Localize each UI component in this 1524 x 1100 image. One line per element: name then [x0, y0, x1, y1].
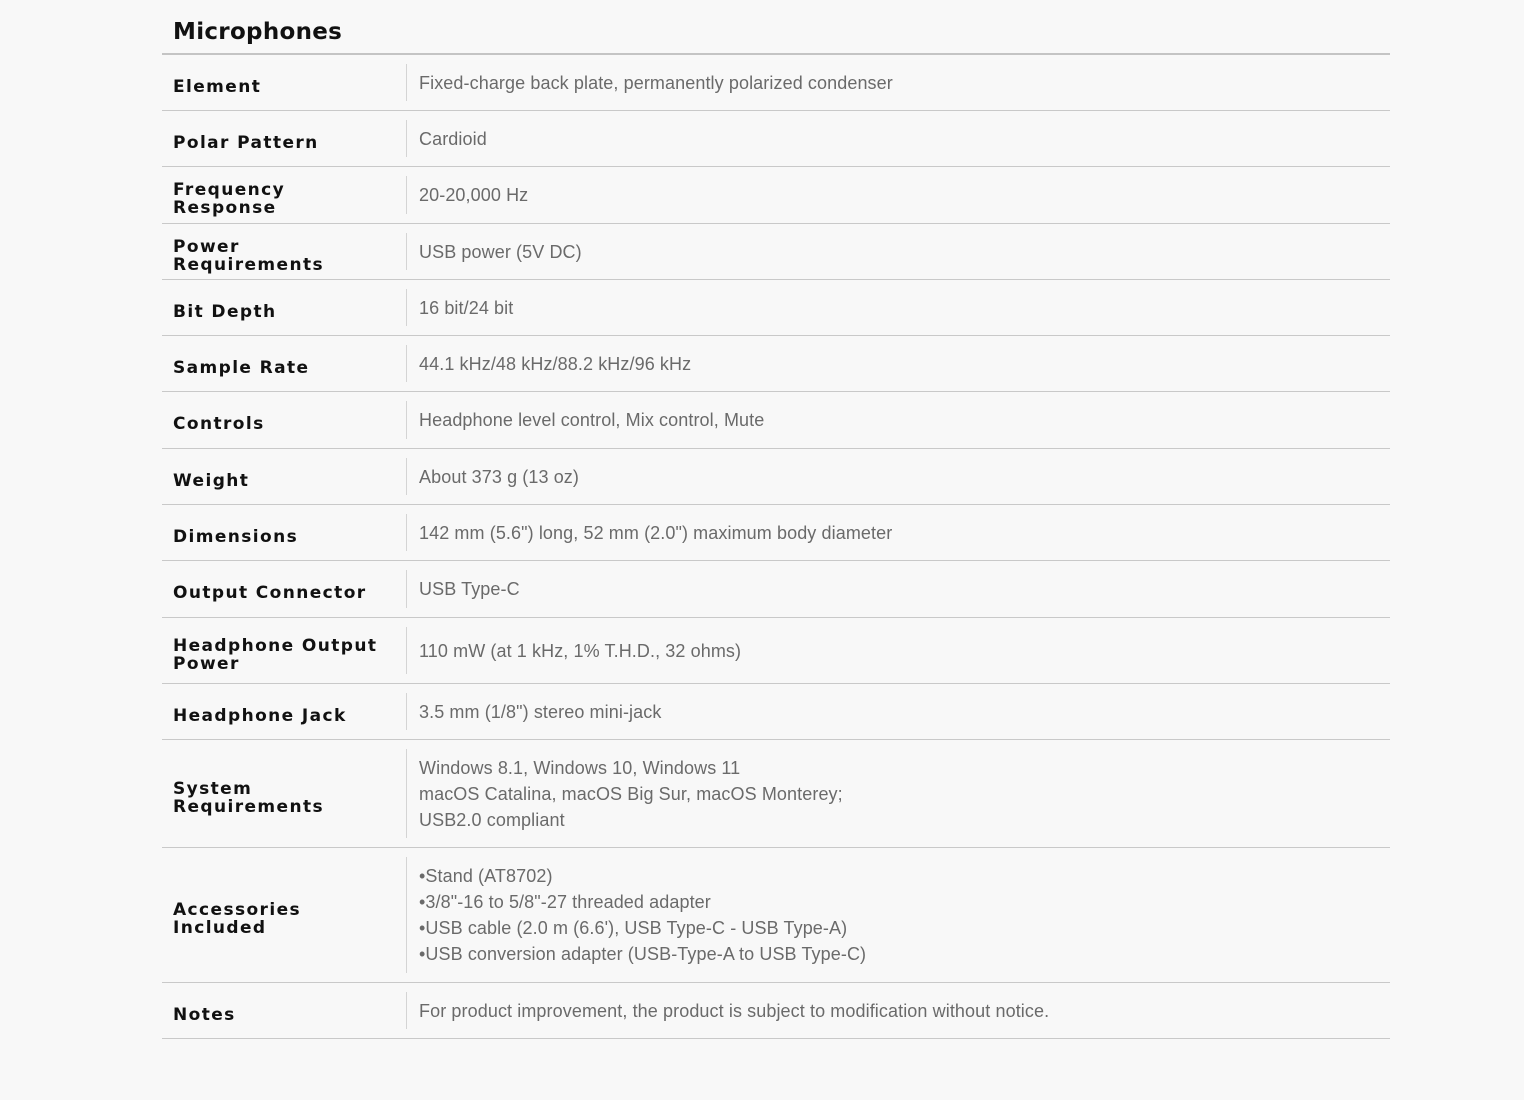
spec-value-line: •USB cable (2.0 m (6.6'), USB Type-C - USB Type-A)	[419, 918, 848, 938]
spec-row	[162, 684, 1390, 740]
spec-value	[406, 992, 1390, 1029]
spec-label: Controls	[173, 414, 265, 434]
spec-row	[162, 111, 1390, 167]
spec-value	[406, 514, 1390, 551]
spec-value-line: For product improvement, the product is subject to modification without notice.	[419, 1000, 1050, 1021]
spec-label: Sample Rate	[173, 357, 310, 378]
spec-value	[406, 64, 1390, 101]
spec-row	[162, 848, 1390, 983]
spec-value	[406, 345, 1390, 382]
spec-label: Headphone Output Power	[173, 635, 378, 674]
spec-label: Polar Pattern	[173, 132, 319, 153]
spec-row	[162, 618, 1390, 684]
spec-label: Accessories Included	[173, 900, 302, 938]
spec-row	[162, 505, 1390, 561]
spec-value	[406, 289, 1390, 326]
spec-value-line: USB2.0 compliant	[419, 809, 565, 830]
spec-row	[162, 336, 1390, 392]
spec-value-line: Cardioid	[419, 128, 487, 149]
spec-value	[406, 627, 1390, 674]
spec-label: Weight	[173, 470, 250, 491]
spec-label: Headphone Jack	[173, 705, 347, 726]
spec-label: System Requirements	[173, 778, 325, 817]
spec-rows	[162, 55, 1390, 1039]
spec-value	[406, 857, 1390, 973]
spec-value	[406, 176, 1390, 214]
spec-value-line: 16 bit/24 bit	[419, 297, 514, 318]
spec-value-line: •USB conversion adapter (USB-Type-A to USB Type-C)	[419, 944, 867, 964]
spec-value	[406, 401, 1390, 439]
spec-value-line: Windows 8.1, Windows 10, Windows 11	[419, 757, 741, 778]
spec-row	[162, 449, 1390, 505]
spec-value	[406, 458, 1390, 495]
spec-value-line: 142 mm (5.6") long, 52 mm (2.0") maximum body diameter	[419, 522, 893, 543]
spec-value-line: 110 mW (at 1 kHz, 1% T.H.D., 32 ohms)	[419, 640, 742, 661]
spec-value-line: •3/8"-16 to 5/8"-27 threaded adapter	[419, 892, 711, 912]
spec-table	[162, 0, 1390, 1039]
spec-row	[162, 392, 1390, 449]
spec-value-line: •Stand (AT8702)	[419, 866, 553, 886]
spec-value-line: USB Type-C	[419, 579, 520, 599]
spec-label: Dimensions	[173, 526, 299, 547]
spec-value-line: Fixed-charge back plate, permanently polarized condenser	[419, 72, 893, 93]
spec-row	[162, 167, 1390, 224]
spec-value-line: 44.1 kHz/48 kHz/88.2 kHz/96 kHz	[419, 353, 692, 374]
spec-row	[162, 983, 1390, 1039]
spec-value	[406, 749, 1390, 838]
spec-row	[162, 55, 1390, 111]
spec-value-line: 20-20,000 Hz	[419, 185, 529, 205]
spec-label: Output Connector	[173, 583, 367, 603]
section-title: Microphones	[162, 0, 1390, 55]
spec-row	[162, 740, 1390, 848]
spec-row	[162, 280, 1390, 336]
spec-value-line: USB power (5V DC)	[419, 241, 582, 262]
spec-value	[406, 570, 1390, 608]
spec-value-line: About 373 g (13 oz)	[419, 466, 580, 487]
spec-label: Frequency Response	[173, 180, 286, 218]
spec-value	[406, 693, 1390, 730]
spec-value	[406, 233, 1390, 270]
spec-label: Bit Depth	[173, 301, 277, 322]
spec-value-line: Headphone level control, Mix control, Mute	[419, 410, 765, 430]
spec-row	[162, 561, 1390, 618]
spec-label: Power Requirements	[173, 236, 325, 275]
spec-label: Notes	[173, 1004, 236, 1025]
spec-value-line: 3.5 mm (1/8") stereo mini-jack	[419, 701, 662, 722]
spec-row	[162, 224, 1390, 280]
spec-label: Element	[173, 76, 262, 97]
spec-value	[406, 120, 1390, 157]
spec-value-line: macOS Catalina, macOS Big Sur, macOS Monterey;	[419, 783, 843, 804]
